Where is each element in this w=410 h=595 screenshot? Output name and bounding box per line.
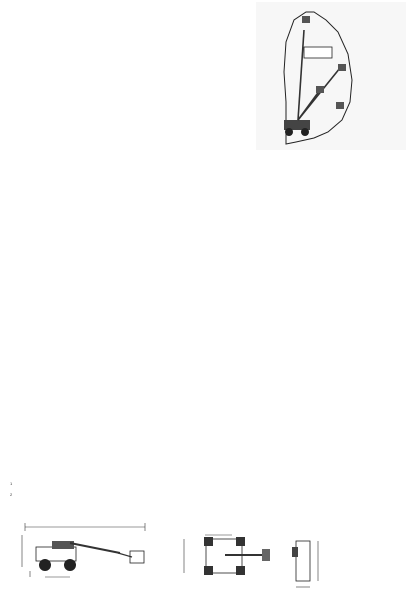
envelope-background <box>256 2 406 150</box>
working-envelope-diagram <box>256 2 406 150</box>
platform-view-drawing <box>292 541 318 587</box>
top-view-drawing <box>184 535 270 575</box>
footnote-1: 1 <box>10 481 13 486</box>
side-view-drawing <box>22 523 145 577</box>
capacity-label-box <box>304 47 332 58</box>
dimension-drawings <box>0 505 410 595</box>
footnotes <box>10 480 12 501</box>
footnote-2: 2 <box>10 491 13 497</box>
